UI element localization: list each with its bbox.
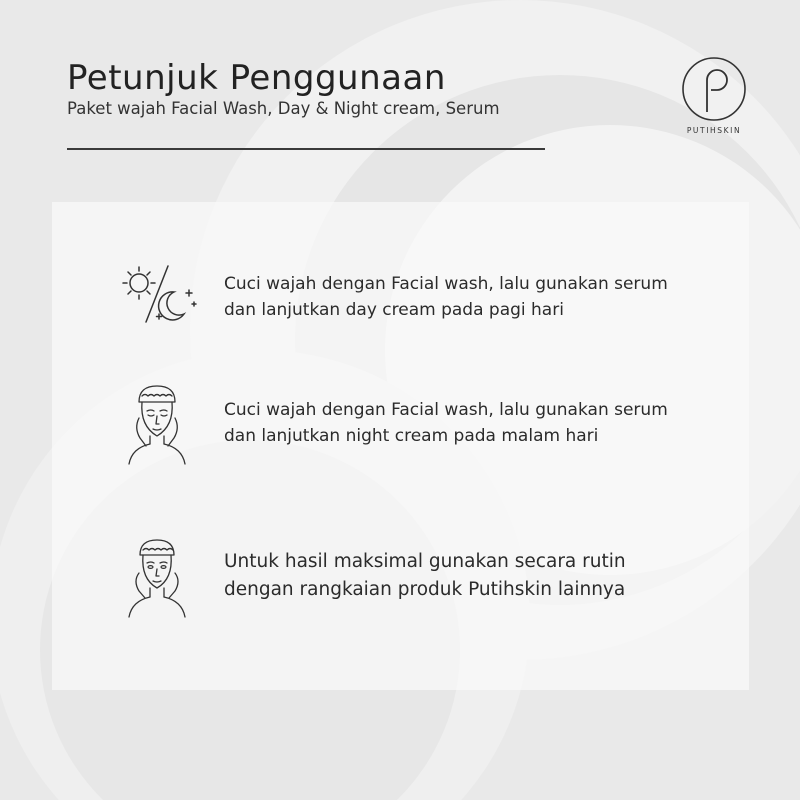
step-1-line-1: Cuci wajah dengan Facial wash, lalu gunakan serum (224, 274, 668, 294)
brand-name: PUTIHSKIN (686, 126, 742, 135)
face-wash-icon (112, 378, 202, 468)
sun-moon-icon (112, 252, 202, 342)
page-subtitle: Paket wajah Facial Wash, Day & Night cream, Serum (67, 99, 500, 118)
step-2 (112, 378, 732, 468)
step-1-text (224, 271, 668, 323)
step-1-line-2: dan lanjutkan day cream pada pagi hari (224, 300, 564, 320)
header (67, 58, 500, 120)
step-3 (112, 531, 732, 621)
header-divider (67, 148, 545, 150)
step-3-line-1: Untuk hasil maksimal gunakan secara rutin (224, 551, 626, 572)
step-2-line-2: dan lanjutkan night cream pada malam hari (224, 426, 599, 446)
page-title: Petunjuk Penggunaan (67, 58, 446, 98)
step-2-line-1: Cuci wajah dengan Facial wash, lalu gunakan serum (224, 400, 668, 420)
step-1 (112, 252, 732, 342)
step-3-line-2: dengan rangkaian produk Putihskin lainnya (224, 579, 626, 600)
step-2-text (224, 397, 668, 449)
brand-logo (679, 56, 749, 135)
putihskin-p-logo-icon (681, 56, 747, 122)
instructions-card (52, 202, 749, 690)
step-3-text (224, 548, 626, 604)
face-care-icon (112, 531, 202, 621)
